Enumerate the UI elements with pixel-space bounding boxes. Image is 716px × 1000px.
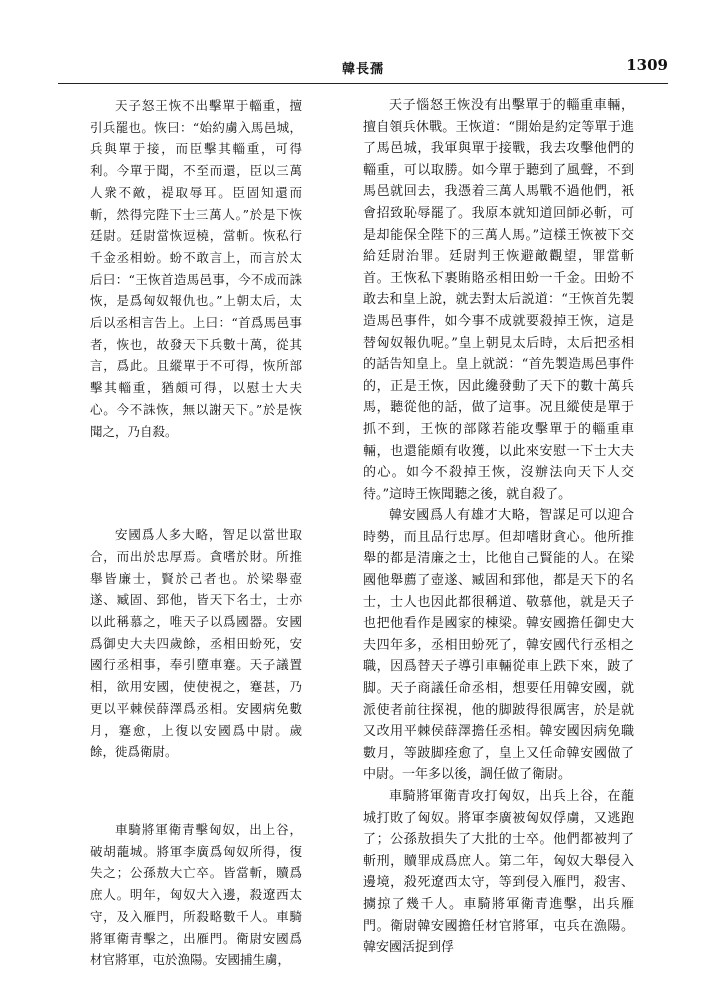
right-paragraph-2: 韓安國爲人有雄才大略，智謀足可以迎合時勢，而且品行忠厚。但却嗜財貪心。他所推舉的都是清廉之士，比他自己賢能的人。在梁國他舉薦了壺遂、臧固和郅他，都是天下的名士，士人也因此都很稱道、敬慕他，就是天子也把他看作是國家的棟梁。韓安國擔任御史大夫四年多，丞相田蚡死了，韓安國代行丞相之職，因爲替天子導引車輛從車上跌下來，跛了脚。天子商議任命丞相，想要任用韓安國，就派使者前往探視，他的脚跛得很厲害，於是就又改用平棘侯薛澤擔任丞相。韓安國因病免職數月，等跛脚痊愈了，皇上又任命韓安國做了中尉。一年多以後，調任做了衛尉。	[363, 508, 634, 783]
page-number: 1309	[626, 56, 668, 74]
right-paragraph-3: 車騎將軍衛青攻打匈奴，出兵上谷，在蘢城打敗了匈奴。將軍李廣被匈奴俘虜，又逃跑了；公孫敖損失了大批的士卒。他們都被判了斬刑，贖罪成爲庶人。第二年，匈奴大舉侵入邊境，殺死遼西太守，等到侵入雁門，殺害、擄掠了幾千人。車騎將軍衛青進擊，出兵雁門。衛尉韓安國擔任材官將軍，屯兵在漁陽。韓安國活捉到俘	[363, 789, 634, 956]
right-paragraph-1: 天子惱怒王恢没有出擊單于的輜重車輛，擅自領兵休戰。王恢道：“開始是約定等單于進了馬邑城，我軍與單于接戰，我去攻擊他們的輜重，可以取勝。如今單于聽到了風聲，不到馬邑就回去，我憑着三萬人馬戰不過他們，衹會招致恥辱罷了。我原本就知道回師必斬，可是却能保全陛下的三萬人馬。”這樣王恢被下交給廷尉治罪。廷尉判王恢避敵觀望，罪當斬首。王恢私下裹賄賂丞相田蚡一千金。田蚡不敢去和皇上說，就去對太后説道：“王恢首先製造馬邑事件，如今事不成就要殺掉王恢，這是替匈奴報仇呢。”皇上朝見太后時，太后把丞相的話告知皇上。皇上就説：“首先製造馬邑事件的，正是王恢，因此纔發動了天下的數十萬兵馬，聽從他的話，做了這事。况且縱使是單于抓不到，王恢的部隊若能攻擊單于的輜重車輛，也還能頗有收獲，以此來安慰一下士大夫的心。如今不殺掉王恢，沒辦法向天下人交待。”這時王恢聞聽之後，就自殺了。	[363, 98, 634, 502]
left-paragraph-2: 安國爲人多大略，智足以當世取合，而出於忠厚焉。貪嗜於財。所推舉皆廉士，賢於己者也。於梁舉壺遂、臧固、郅他，皆天下名士，士亦以此稱慕之，唯天子以爲國器。安國爲御史大夫四歲餘，丞相田蚡死，安國行丞相事，奉引墮車蹇。天子議置相，欲用安國，使使視之，蹇甚，乃更以平棘侯薛澤爲丞相。安國病免數月，蹇愈，上復以安國爲中尉。歲餘，徙爲衛尉。	[90, 527, 302, 760]
left-paragraph-1: 天子怒王恢不出擊單于輜重，擅引兵罷也。恢曰：“始約虜入馬邑城，兵與單于接，而臣擊其輜重，可得利。今單于聞，不至而還，臣以三萬人衆不敵，禔取辱耳。臣固知還而斬，然得完陛下士三萬人。”於是下恢廷尉。廷尉當恢逗橈，當斬。恢私行千金丞相蚡。蚡不敢言上，而言於太后曰：“王恢首造馬邑事，今不成而誅恢，是爲匈奴報仇也。”上朝太后，太后以丞相言告上。上曰：“首爲馬邑事者，恢也，故發天下兵數十萬，從其言，爲此。且縱單于不可得，恢所部擊其輜重，猶頗可得，以慰士大夫心。今不誅恢，無以謝天下。”於是恢聞之，乃自殺。	[90, 98, 302, 439]
right-column-translation	[363, 95, 634, 959]
left-column-classical-text	[90, 95, 302, 971]
header-divider	[58, 83, 668, 84]
page-header	[58, 50, 668, 76]
running-title: 韓長孺	[341, 62, 384, 77]
left-paragraph-3: 車騎將軍衛青擊匈奴，出上谷，破胡蘢城。將軍李廣爲匈奴所得，復失之；公孫敖大亡卒。皆當斬，贖爲庶人。明年，匈奴大入邊，殺遼西太守，及入雁門，所殺略數千人。車騎將軍衛青擊之，出雁門。衛尉安國爲材官將軍，屯於漁陽。安國捕生虜，	[90, 821, 302, 968]
